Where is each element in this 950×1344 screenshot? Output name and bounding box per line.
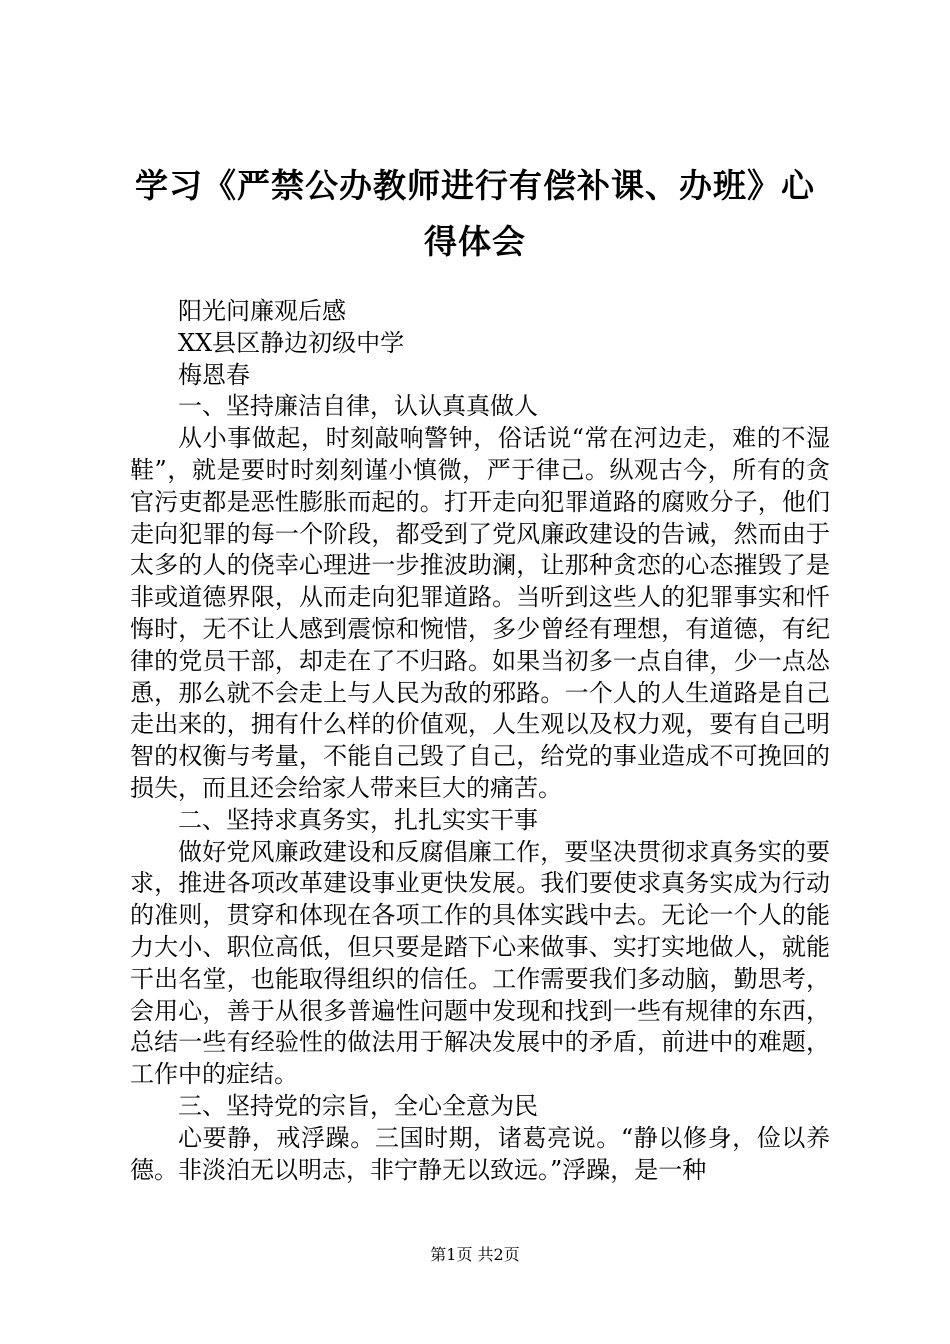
document-title: 学习《严禁公办教师进行有偿补课、办班》心得体会 <box>135 166 815 261</box>
paragraph-subtitle: 阳光问廉观后感 <box>178 297 346 325</box>
paragraph-body-1: 从小事做起，时刻敲响警钟，俗话说“常在河边走，难的不湿鞋”，就是要时时刻刻谨小慎微，严于律己。纵观古今，所有的贪官污吏都是恶性膨胀而起的。打开走向犯罪道路的腐败分子，他们走向犯罪的每一个阶段，都受到了党风廉政建设的告诫，然而由于太多的人的侥幸心理进一步推波助澜，让那种贪恋的心态摧毁了是非或道德界限，从而走向犯罪道路。当听到这些人的犯罪事实和忏悔时，无不让人感到震惊和惋惜，多少曾经有理想，有道德，有纪律的党员干部，却走在了不归路。如果当初多一点自律，少一点怂恿，那么就不会走上与人民为敌的邪路。一个人的人生道路是自己走出来的，拥有什么样的价值观，人生观以及权力观，要有自己明智的权衡与考量，不能自己毁了自己，给党的事业造成不可挽回的损失，而且还会给家人带来巨大的痛苦。 <box>130 424 830 802</box>
section-heading-3: 三、坚持党的宗旨，全心全意为民 <box>178 1091 538 1120</box>
paragraph-author: 梅恩春 <box>178 360 250 389</box>
document-body <box>130 296 830 1186</box>
section-heading-2: 二、坚持求真务实，扎扎实实干事 <box>178 805 538 834</box>
paragraph-body-2: 做好党风廉政建设和反腐倡廉工作，要坚决贯彻求真务实的要求，推进各项改革建设事业更快发展。我们要使求真务实成为行动的准则，贯穿和体现在各项工作的具体实践中去。无论一个人的能力大小、职位高低，但只要是踏下心来做事、实打实地做人，就能干出名堂，也能取得组织的信任。工作需要我们多动脑，勤思考，会用心，善于从很多普遍性问题中发现和找到一些有规律的东西，总结一些有经验性的做法用于解决发展中的矛盾，前进中的难题，工作中的症结。 <box>130 837 830 1089</box>
paragraph-school: XX县区静边初级中学 <box>178 328 405 357</box>
page-footer: 第1页 共2页 <box>430 1245 520 1264</box>
section-heading-1: 一、坚持廉洁自律，认认真真做人 <box>178 392 538 421</box>
paragraph-body-3: 心要静，戒浮躁。三国时期，诸葛亮说。“静以修身，俭以养德。非淡泊无以明志，非宁静无以致远。”浮躁，是一种 <box>130 1123 830 1184</box>
